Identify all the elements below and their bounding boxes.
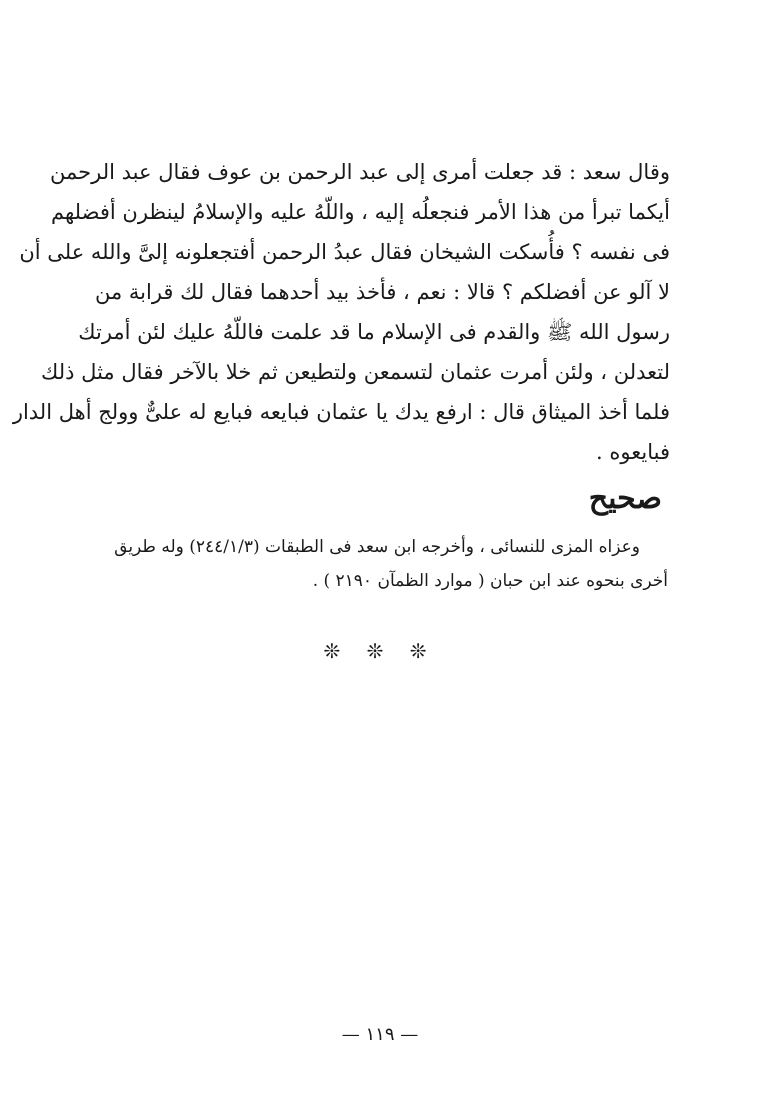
- hadith-grade: صحيح: [588, 481, 662, 516]
- text-line: فى نفسه ؟ فأُسكت الشيخان فقال عبدُ الرحمن أفتجعلونه إلىَّ والله على أن: [19, 240, 670, 264]
- note-line: وعزاه المزى للنسائى ، وأخرجه ابن سعد فى الطبقات (٢٤٤/١/٣) وله طريق: [114, 537, 640, 557]
- text-line: أيكما تبرأ من هذا الأمر فنجعلُه إليه ، واللّهُ عليه والإسلامُ لينظرن أفضلهم: [51, 200, 670, 224]
- note-line: أخرى بنحوه عند ابن حبان ( موارد الظمآن ٢١٩٠ ) .: [312, 571, 668, 591]
- text-line: فلما أخذ الميثاق قال : ارفع يدك يا عثمان فبايعه فبايع له علىٌّ وولج أهل الدار: [12, 400, 670, 424]
- text-line: فبايعوه .: [596, 440, 670, 464]
- hadith-text: [12, 152, 670, 472]
- text-line: لا آلو عن أفضلكم ؟ قالا : نعم ، فأخذ بيد أحدهما فقال لك قرابة من: [95, 280, 670, 304]
- text-line: لتعدلن ، ولئن أمرت عثمان لتسمعن ولتطيعن ثم خلا بالآخر فقال مثل ذلك: [41, 360, 670, 384]
- text-line: وقال سعد : قد جعلت أمرى إلى عبد الرحمن بن عوف فقال عبد الرحمن: [50, 160, 670, 184]
- takhrij-notes: [98, 530, 668, 598]
- section-separator: ❊ ❊ ❊: [323, 639, 437, 663]
- page-number: — ١١٩ —: [341, 1024, 419, 1045]
- text-line: رسول الله ﷺ والقدم فى الإسلام ما قد علمت فاللّهُ عليك لئن أمرتك: [78, 320, 670, 344]
